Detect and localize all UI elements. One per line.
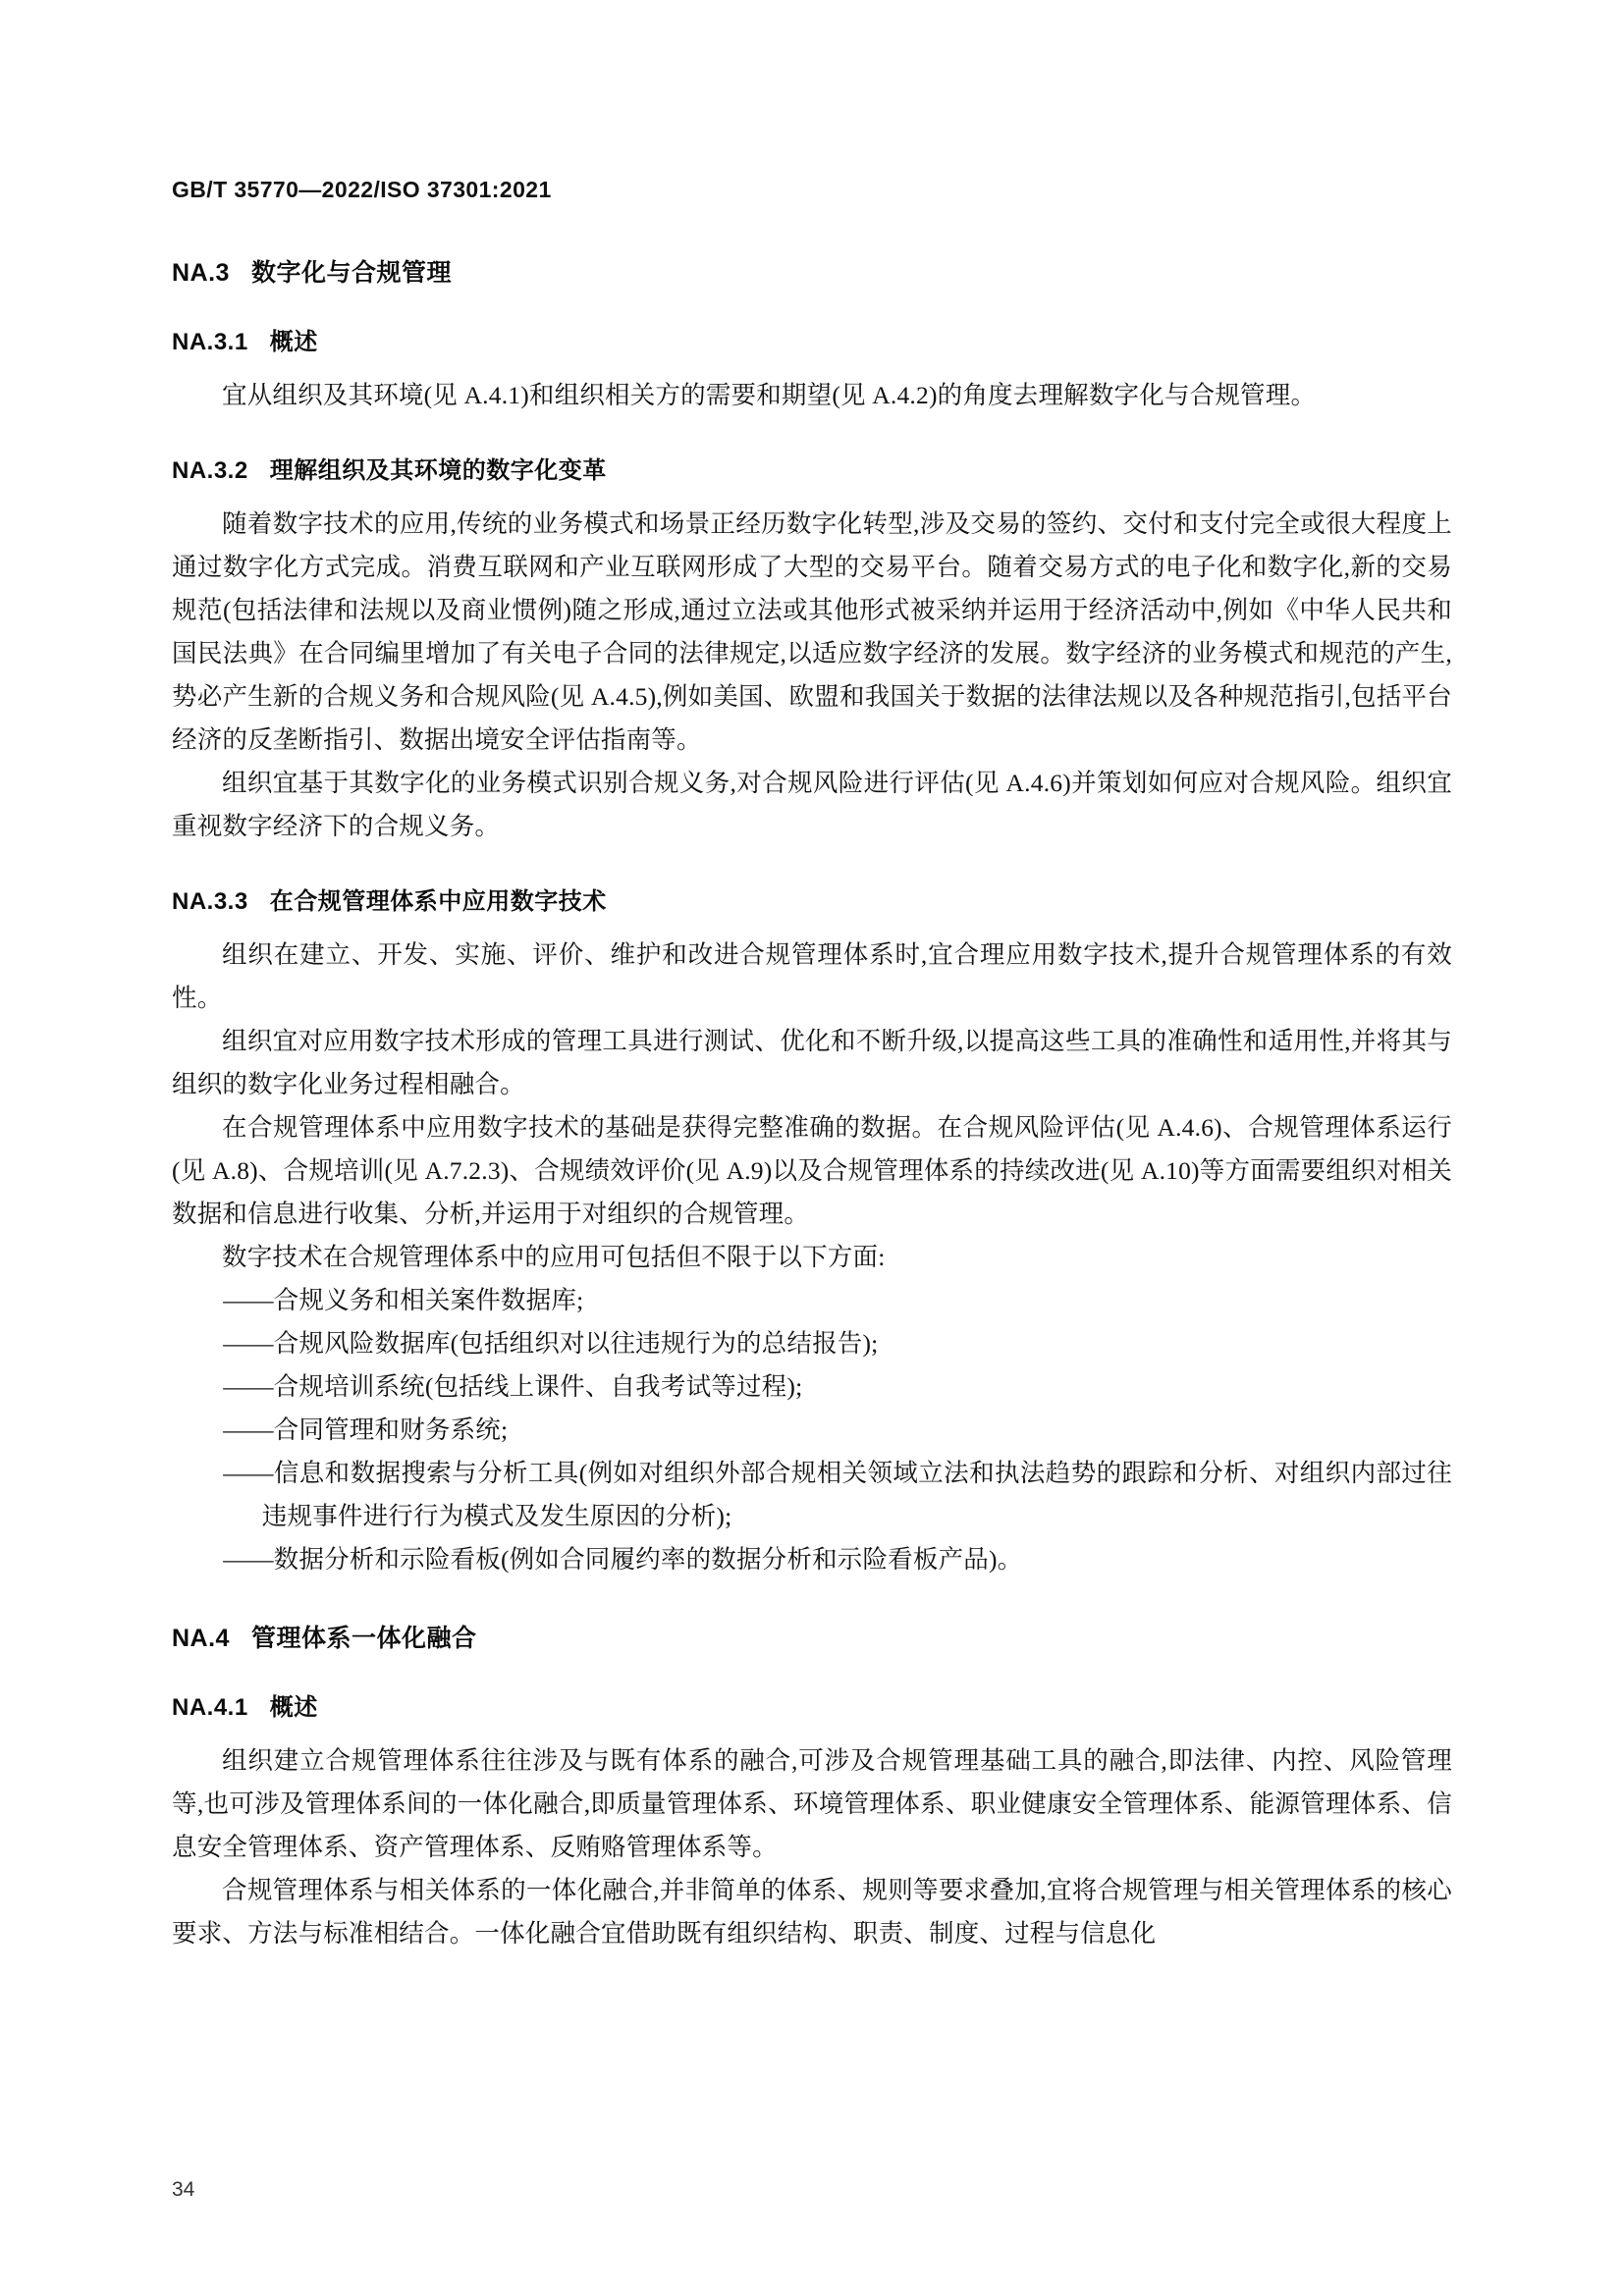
heading-na-3-3 [172,881,1452,916]
heading-na-3 [172,253,1452,289]
paragraph-na-3-3-3: 在合规管理体系中应用数字技术的基础是获得完整准确的数据。在合规风险评估(见 A.4.6)、合规管理体系运行(见 A.8)、合规培训(见 A.7.2.3)、合规绩效评价(见 A.9)以及合规管理体系的持续改进(见 A.10)等方面需要组织对相关数据和信息进行收集、分析,并运用于对组织的合规管理。 [172,1113,1452,1228]
heading-na-3-1-title: 概述 [269,329,318,355]
heading-na-3-3-number: NA.3.3 [172,888,248,915]
page-number: 34 [172,2178,195,2201]
heading-na-3-2-number: NA.3.2 [172,457,248,484]
paragraph-na-3-2-2: 组织宜基于其数字化的业务模式识别合规义务,对合规风险进行评估(见 A.4.6)并策划如何应对合规风险。组织宜重视数字经济下的合规义务。 [172,769,1452,840]
heading-na-3-number: NA.3 [172,259,230,287]
heading-na-4-title: 管理体系一体化融合 [250,1625,477,1652]
heading-na-4-1-number: NA.4.1 [172,1694,248,1721]
heading-na-3-1-number: NA.3.1 [172,329,248,355]
paragraph-na-3-3-4: 数字技术在合规管理体系中的应用可包括但不限于以下方面: [222,1243,886,1271]
heading-na-3-1 [172,322,1452,356]
paragraph-na-3-3-1: 组织在建立、开发、实施、评价、维护和改进合规管理体系时,宜合理应用数字技术,提升合规管理体系的有效性。 [172,940,1452,1012]
list-item: ——数据分析和示险看板(例如合同履约率的数据分析和示险看板产品)。 [223,1545,1023,1574]
list-item: ——合规义务和相关案件数据库; [223,1286,584,1314]
heading-na-3-2 [172,451,1452,485]
heading-na-3-3-title: 在合规管理体系中应用数字技术 [269,888,607,915]
paragraph-na-3-3-2: 组织宜对应用数字技术形成的管理工具进行测试、优化和不断升级,以提高这些工具的准确性和适用性,并将其与组织的数字化业务过程相融合。 [172,1027,1452,1098]
paragraph-na-4-1-2: 合规管理体系与相关体系的一体化融合,并非简单的体系、规则等要求叠加,宜将合规管理与相关管理体系的核心要求、方法与标准相结合。一体化融合宜借助既有组织结构、职责、制度、过程与信息化 [172,1876,1452,1948]
na-3-3-dash-list [172,1279,1452,1581]
running-header: GB/T 35770—2022/ISO 37301:2021 [172,177,552,202]
paragraph-na-3-2-1: 随着数字技术的应用,传统的业务模式和场景正经历数字化转型,涉及交易的签约、交付和支付完全或很大程度上通过数字化方式完成。消费互联网和产业互联网形成了大型的交易平台。随着交易方式的电子化和数字化,新的交易规范(包括法律和法规以及商业惯例)随之形成,通过立法或其他形式被采纳并运用于经济活动中,例如《中华人民共和国民法典》在合同编里增加了有关电子合同的法律规定,以适应数字经济的发展。数字经济的业务模式和规范的产生,势必产生新的合规义务和合规风险(见 A.4.5),例如美国、欧盟和我国关于数据的法律法规以及各种规范指引,包括平台经济的反垄断指引、数据出境安全评估指南等。 [172,509,1452,754]
list-item: ——信息和数据搜索与分析工具(例如对组织外部合规相关领域立法和执法趋势的跟踪和分析、对组织内部过往违规事件进行行为模式及发生原因的分析); [223,1459,1452,1530]
heading-na-3-2-title: 理解组织及其环境的数字化变革 [269,457,607,484]
paragraph-na-3-1-1: 宜从组织及其环境(见 A.4.1)和组织相关方的需要和期望(见 A.4.2)的角度去理解数字化与合规管理。 [222,381,1317,409]
heading-na-4-1-title: 概述 [269,1694,318,1721]
heading-na-3-title: 数字化与合规管理 [250,259,452,287]
page-content [172,253,1452,1955]
list-item: ——合规风险数据库(包括组织对以往违规行为的总结报告); [223,1329,879,1358]
paragraph-na-4-1-1: 组织建立合规管理体系往往涉及与既有体系的融合,可涉及合规管理基础工具的融合,即法律、内控、风险管理等,也可涉及管理体系间的一体化融合,即质量管理体系、环境管理体系、职业健康安全管理体系、能源管理体系、信息安全管理体系、资产管理体系、反贿赂管理体系等。 [172,1746,1452,1861]
heading-na-4-number: NA.4 [172,1625,230,1652]
heading-na-4-1 [172,1687,1452,1722]
heading-na-4 [172,1619,1452,1654]
list-item: ——合规培训系统(包括线上课件、自我考试等过程); [223,1372,803,1401]
list-item: ——合同管理和财务系统; [223,1415,509,1444]
